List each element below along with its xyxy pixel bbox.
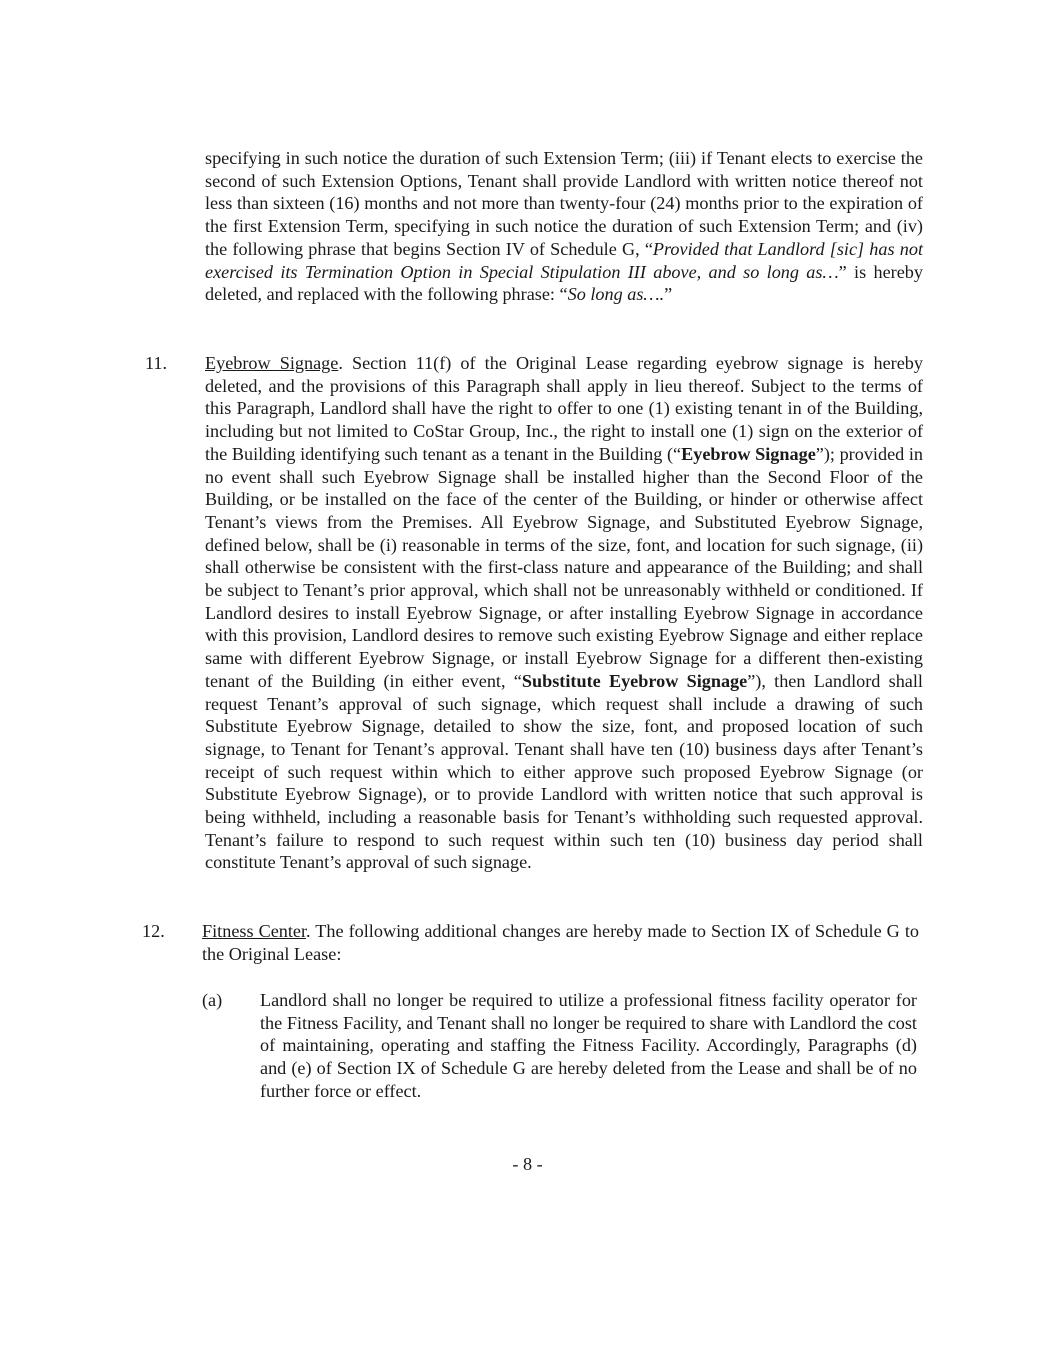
section-body xyxy=(205,352,923,874)
continuation-paragraph xyxy=(205,147,923,306)
subsection-label: (a) xyxy=(202,990,223,1010)
section-text-1: . The following additional changes are hereby made to Section IX of Schedule G to the Original Lease: xyxy=(202,921,919,964)
section-heading: Eyebrow Signage xyxy=(205,353,339,373)
continuation-text-2: ” is hereby deleted, and replaced with the following phrase: “ xyxy=(205,261,923,305)
quoted-phrase-replacement: So long as…. xyxy=(567,284,665,305)
defined-term-substitute-eyebrow-signage: Substitute Eyebrow Signage xyxy=(521,670,748,691)
section-text-1: . Section 11(f) of the Original Lease regarding eyebrow signage is hereby deleted, and the provisions of this Paragraph shall apply in lieu thereof. Subject to the terms of this Paragraph, Landlord shall have the right to offer to one (1) existing tenant in of the Building, including but not limited to CoStar Group, Inc., the right to install one (1) sign on the exterior of the Building identifying such tenant as a tenant in the Building (“ xyxy=(205,353,923,464)
section-text-2: ”); provided in no event shall such Eyebrow Signage shall be installed higher than the Second Floor of the Building, or be installed on the face of the center of the Building, or hinder or otherwise affect Tenant’s views from the Premises. All Eyebrow Signage, and Substituted Eyebrow Signage, defined below, shall be (i) reasonable in terms of the size, font, and location for such signage, (ii) shall otherwise be consistent with the first-class nature and appearance of the Building; and shall be subject to Tenant’s prior approval, which shall not be unreasonably withheld or conditioned. If Landlord desires to install Eyebrow Signage, or after installing Eyebrow Signage in accordance with this provision, Landlord desires to remove such existing Eyebrow Signage and either replace same with different Eyebrow Signage, or install Eyebrow Signage for a different then-existing tenant of the Building (in either event, “ xyxy=(205,443,924,691)
section-heading: Fitness Center xyxy=(202,921,307,941)
continuation-text-3: ” xyxy=(664,284,673,305)
continuation-text-1: specifying in such notice the duration of such Extension Term; (iii) if Tenant elects to exercise the second of such Extension Options, Tenant shall provide Landlord with written notice thereof not less than sixteen (16) months and not more than twenty-four (24) months prior to the expiration of the first Extension Term, specifying in such notice the duration of such Extension Term; and (iv) the following phrase that begins Section IV of Schedule G, “ xyxy=(205,148,923,259)
section-number: 11. xyxy=(145,353,168,373)
subsection-body: Landlord shall no longer be required to utilize a professional fitness facility operator for the Fitness Facility, and Tenant shall no longer be required to share with Landlord the cost of maintaining, operating and staffing the Fitness Facility. Accordingly, Paragraphs (d) and (e) of Section IX of Schedule G are hereby deleted from the Lease and shall be of no further force or effect. xyxy=(260,990,917,1101)
section-number: 12. xyxy=(142,921,165,941)
section-text-3: ”), then Landlord shall request Tenant’s approval of such signage, which request shall include a drawing of such Substitute Eyebrow Signage, detailed to show the size, font, and proposed location of such signage, to Tenant for Tenant’s approval. Tenant shall have ten (10) business days after Tenant’s receipt of such request within which to either approve such proposed Eyebrow Signage (or Substitute Eyebrow Signage), or to provide Landlord with written notice that such approval is being withheld, including a reasonable basis for Tenant’s withholding such requested approval. Tenant’s failure to respond to such request within such ten (10) business day period shall constitute Tenant’s approval of such signage. xyxy=(205,670,923,873)
page-number: - 8 - xyxy=(512,1154,543,1174)
defined-term-eyebrow-signage: Eyebrow Signage xyxy=(681,443,816,464)
quoted-phrase-original: Provided that Landlord [sic] has not exercised its Termination Option in Special Stipulation III above, and so long as… xyxy=(205,238,923,282)
section-body xyxy=(202,920,919,965)
